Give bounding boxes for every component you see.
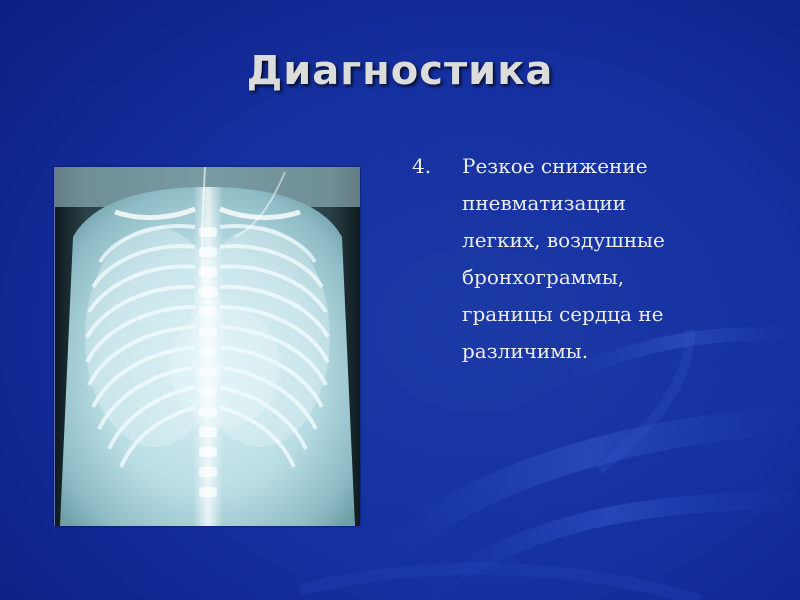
slide-title: Диагностика (246, 48, 554, 94)
bullet-first-line (412, 148, 752, 185)
bullet-text-line: Резкое снижение (462, 154, 648, 178)
bullet-text-line: пневматизации (462, 191, 626, 215)
chest-xray-image (54, 167, 360, 526)
bullet-text-line: легких, воздушные (462, 228, 665, 252)
bullet-text-line: бронхограммы, (462, 265, 625, 289)
bullet-number: 4. (412, 154, 432, 178)
bullet-text-line: границы сердца не (462, 302, 664, 326)
xray-picture (55, 167, 360, 526)
bullet-text-line: различимы. (462, 339, 589, 363)
bullet-point-4 (412, 148, 752, 370)
